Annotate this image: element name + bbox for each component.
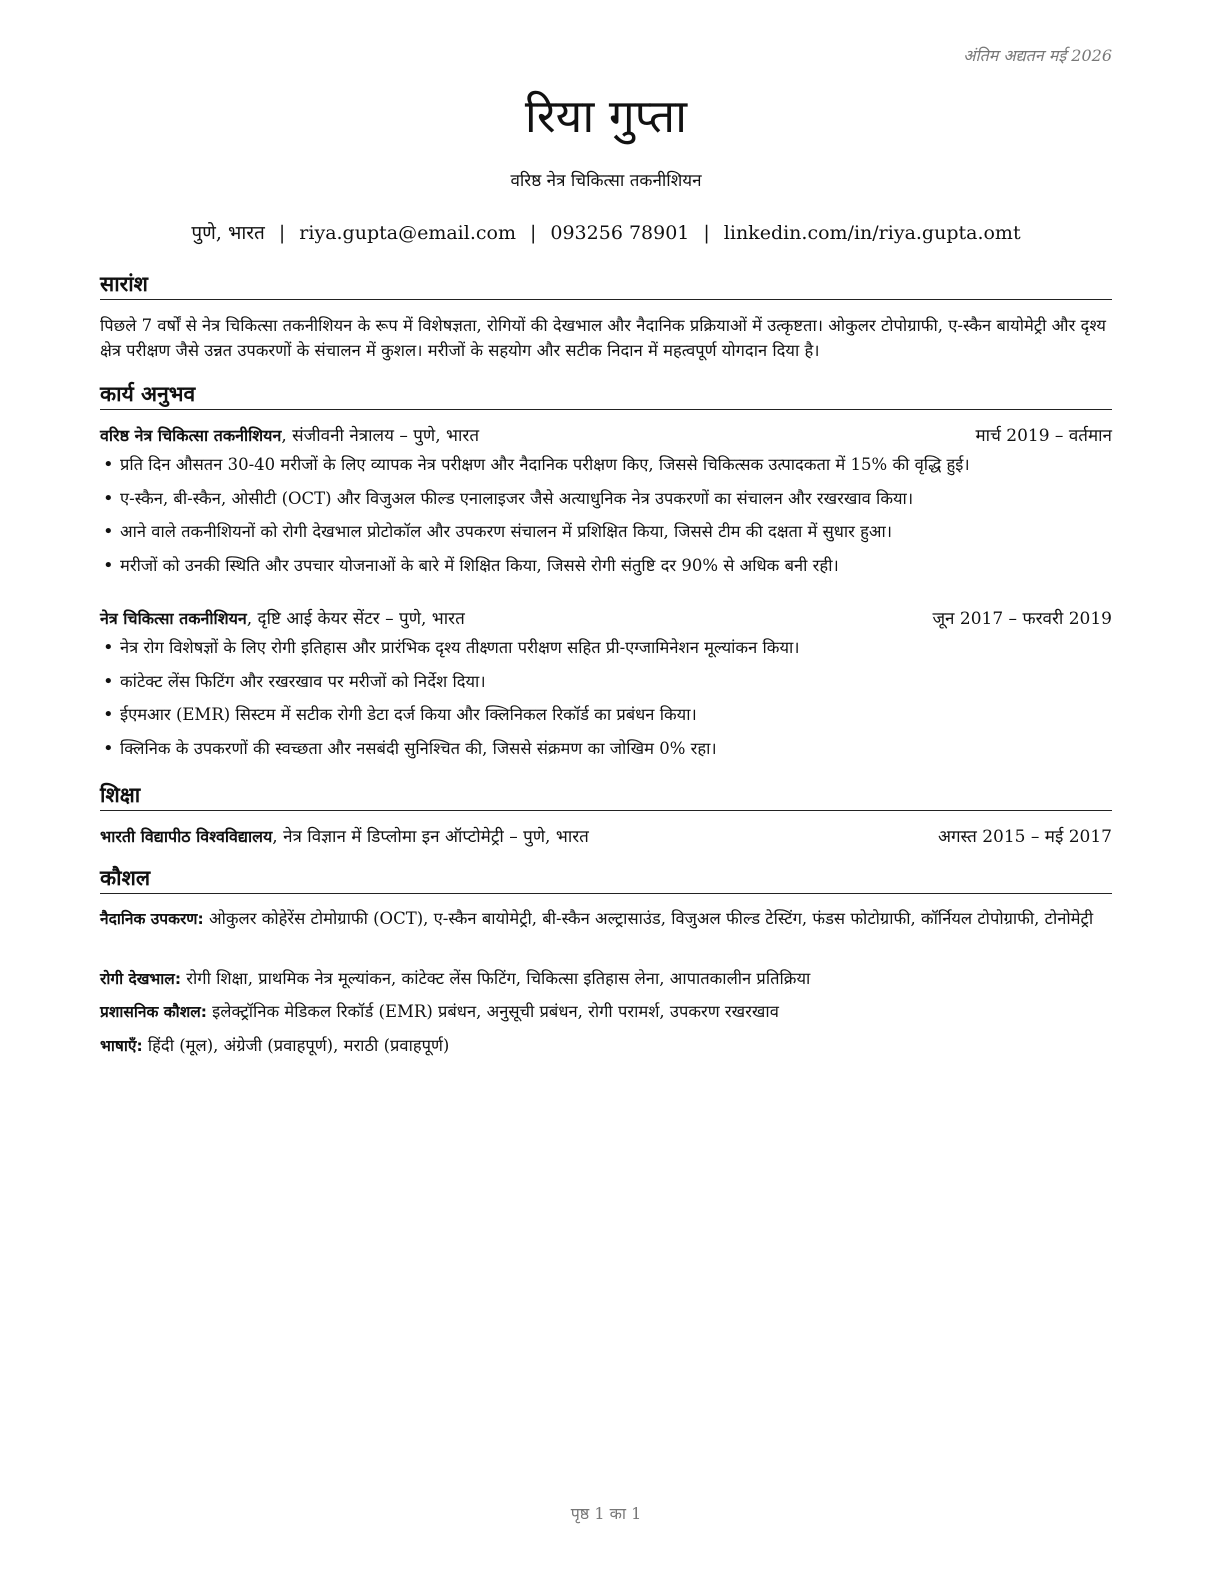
list-item [100,448,1112,482]
education-institution-line [100,824,589,847]
skill-label: प्रशासनिक कौशल: [100,1003,207,1021]
bullet-text: ए-स्कैन, बी-स्कैन, ओसीटी (OCT) और विजुअल फील्ड एनालाइजर जैसे अत्याधुनिक नेत्र उपकरणों का संचालन और रखरखाव किया। [120,488,914,508]
job-org: , संजीवनी नेत्रालय – पुणे, भारत [281,426,480,446]
list-item [100,549,1112,583]
resume-page [100,0,1112,1584]
bullet-icon: • [103,554,114,576]
skill-text: इलेक्ट्रॉनिक मेडिकल रिकॉर्ड (EMR) प्रबंधन, अनुसूची प्रबंधन, रोगी परामर्श, उपकरण रखरखाव [206,1002,779,1021]
skill-text: हिंदी (मूल), अंग्रेजी (प्रवाहपूर्ण), मराठी (प्रवाहपूर्ण) [142,1036,450,1055]
education-entry [100,824,1112,848]
list-item [100,631,1112,665]
summary-text: पिछले 7 वर्षों से नेत्र चिकित्सा तकनीशियन के रूप में विशेषज्ञता, रोगियों की देखभाल और नैदानिक प्रक्रियाओं में उत्कृष्टता। ओकुलर टोपोग्राफी, ए-स्कैन बायोमेट्री और दृश्य क्षेत्र परीक्षण जैसे उन्नत उपकरणों के संचालन में कुशल। मरीजों के सहयोग और सटीक निदान में महत्वपूर्ण योगदान दिया है। [100,316,1106,360]
list-item [100,698,1112,732]
contact-location: पुणे, भारत [191,222,265,244]
bullet-icon: • [103,521,114,542]
job-dates: जून 2017 – फरवरी 2019 [932,609,1112,629]
job-role-org [100,423,479,446]
skill-text: रोगी शिक्षा, प्राथमिक नेत्र मूल्यांकन, कांटेक्ट लेंस फिटिंग, चिकित्सा इतिहास लेना, आपातकालीन प्रतिक्रिया [181,969,811,988]
job-header [100,423,1112,447]
list-item [100,482,1112,516]
experience-heading: कार्य अनुभव [100,380,1112,410]
bullet-text: क्लिनिक के उपकरणों की स्वच्छता और नसबंदी सुनिश्चित की, जिससे संक्रमण का जोखिम 0% रहा। [120,738,717,758]
contact-email-link[interactable]: riya.gupta@email.com [299,222,516,244]
last-updated-note: अंतिम अद्यतन मई 2026 [963,46,1112,65]
job-bullets [100,631,1112,765]
contact-separator: | [703,222,710,244]
bullet-text: प्रति दिन औसतन 30-40 मरीजों के लिए व्यापक नेत्र परीक्षण और नैदानिक परीक्षण किए, जिससे चिकित्सक उत्पादकता में 15% की वृद्धि हुई। [120,455,970,474]
bullet-text: मरीजों को उनकी स्थिति और उपचार योजनाओं के बारे में शिक्षित किया, जिससे रोगी संतुष्टि दर 90% से अधिक बनी रही। [120,555,839,575]
list-item [100,515,1112,549]
education-institution: भारती विद्यापीठ विश्वविद्यालय [100,827,273,846]
summary-heading: सारांश [100,270,1112,300]
job-role-org [100,606,465,629]
skill-label: नैदानिक उपकरण: [100,910,204,928]
skill-row [100,966,1112,992]
skill-label: भाषाएँ: [100,1037,143,1055]
contact-phone: 093256 78901 [550,222,690,244]
job-role: वरिष्ठ नेत्र चिकित्सा तकनीशियन [100,426,282,445]
job-org: , दृष्टि आई केयर सेंटर – पुणे, भारत [246,609,465,629]
job-dates: मार्च 2019 – वर्तमान [975,426,1112,446]
job-title: वरिष्ठ नेत्र चिकित्सा तकनीशियन [510,171,702,191]
bullet-text: ईएमआर (EMR) सिस्टम में सटीक रोगी डेटा दर्ज किया और क्लिनिकल रिकॉर्ड का प्रबंधन किया। [120,705,697,724]
contact-linkedin-link[interactable]: linkedin.com/in/riya.gupta.omt [723,222,1021,244]
skill-row [100,906,1112,932]
education-dates: अगस्त 2015 – मई 2017 [937,827,1112,847]
job-bullets [100,448,1112,582]
bullet-text: नेत्र रोग विशेषज्ञों के लिए रोगी इतिहास और प्रारंभिक दृश्य तीक्ष्णता परीक्षण सहित प्री-एग्जामिनेशन मूल्यांकन किया। [120,638,800,657]
skill-label: रोगी देखभाल: [100,970,182,988]
list-item [100,732,1112,766]
bullet-text: आने वाले तकनीशियनों को रोगी देखभाल प्रोटोकॉल और उपकरण संचालन में प्रशिक्षित किया, जिससे टीम की दक्षता में सुधार हुआ। [120,522,893,541]
contact-separator: | [278,222,286,244]
education-heading: शिक्षा [100,781,1112,811]
contact-separator: | [529,222,537,244]
bullet-icon: • [103,487,114,509]
candidate-name: रिया गुप्ता [524,89,688,143]
job-header [100,606,1112,630]
bullet-icon: • [103,737,114,759]
skill-row [100,1033,1112,1059]
page-number: पृष्ठ 1 का 1 [570,1504,642,1523]
bullet-icon: • [103,704,114,725]
bullet-icon: • [103,670,114,692]
skill-row [100,999,1112,1025]
skills-heading: कौशल [100,864,1112,894]
skill-text: ओकुलर कोहेरेंस टोमोग्राफी (OCT), ए-स्कैन बायोमेट्री, बी-स्कैन अल्ट्रासाउंड, विजुअल फील्ड टेस्टिंग, फंडस फोटोग्राफी, कॉर्नियल टोपोग्राफी, टोनोमेट्री [203,909,1094,928]
contact-line [100,219,1112,245]
education-detail: , नेत्र विज्ञान में डिप्लोमा इन ऑप्टोमेट्री – पुणे, भारत [272,827,589,847]
bullet-icon: • [103,454,114,475]
bullet-text: कांटेक्ट लेंस फिटिंग और रखरखाव पर मरीजों को निर्देश दिया। [120,671,486,691]
job-role: नेत्र चिकित्सा तकनीशियन [100,609,247,628]
bullet-icon: • [103,637,114,658]
list-item [100,665,1112,699]
